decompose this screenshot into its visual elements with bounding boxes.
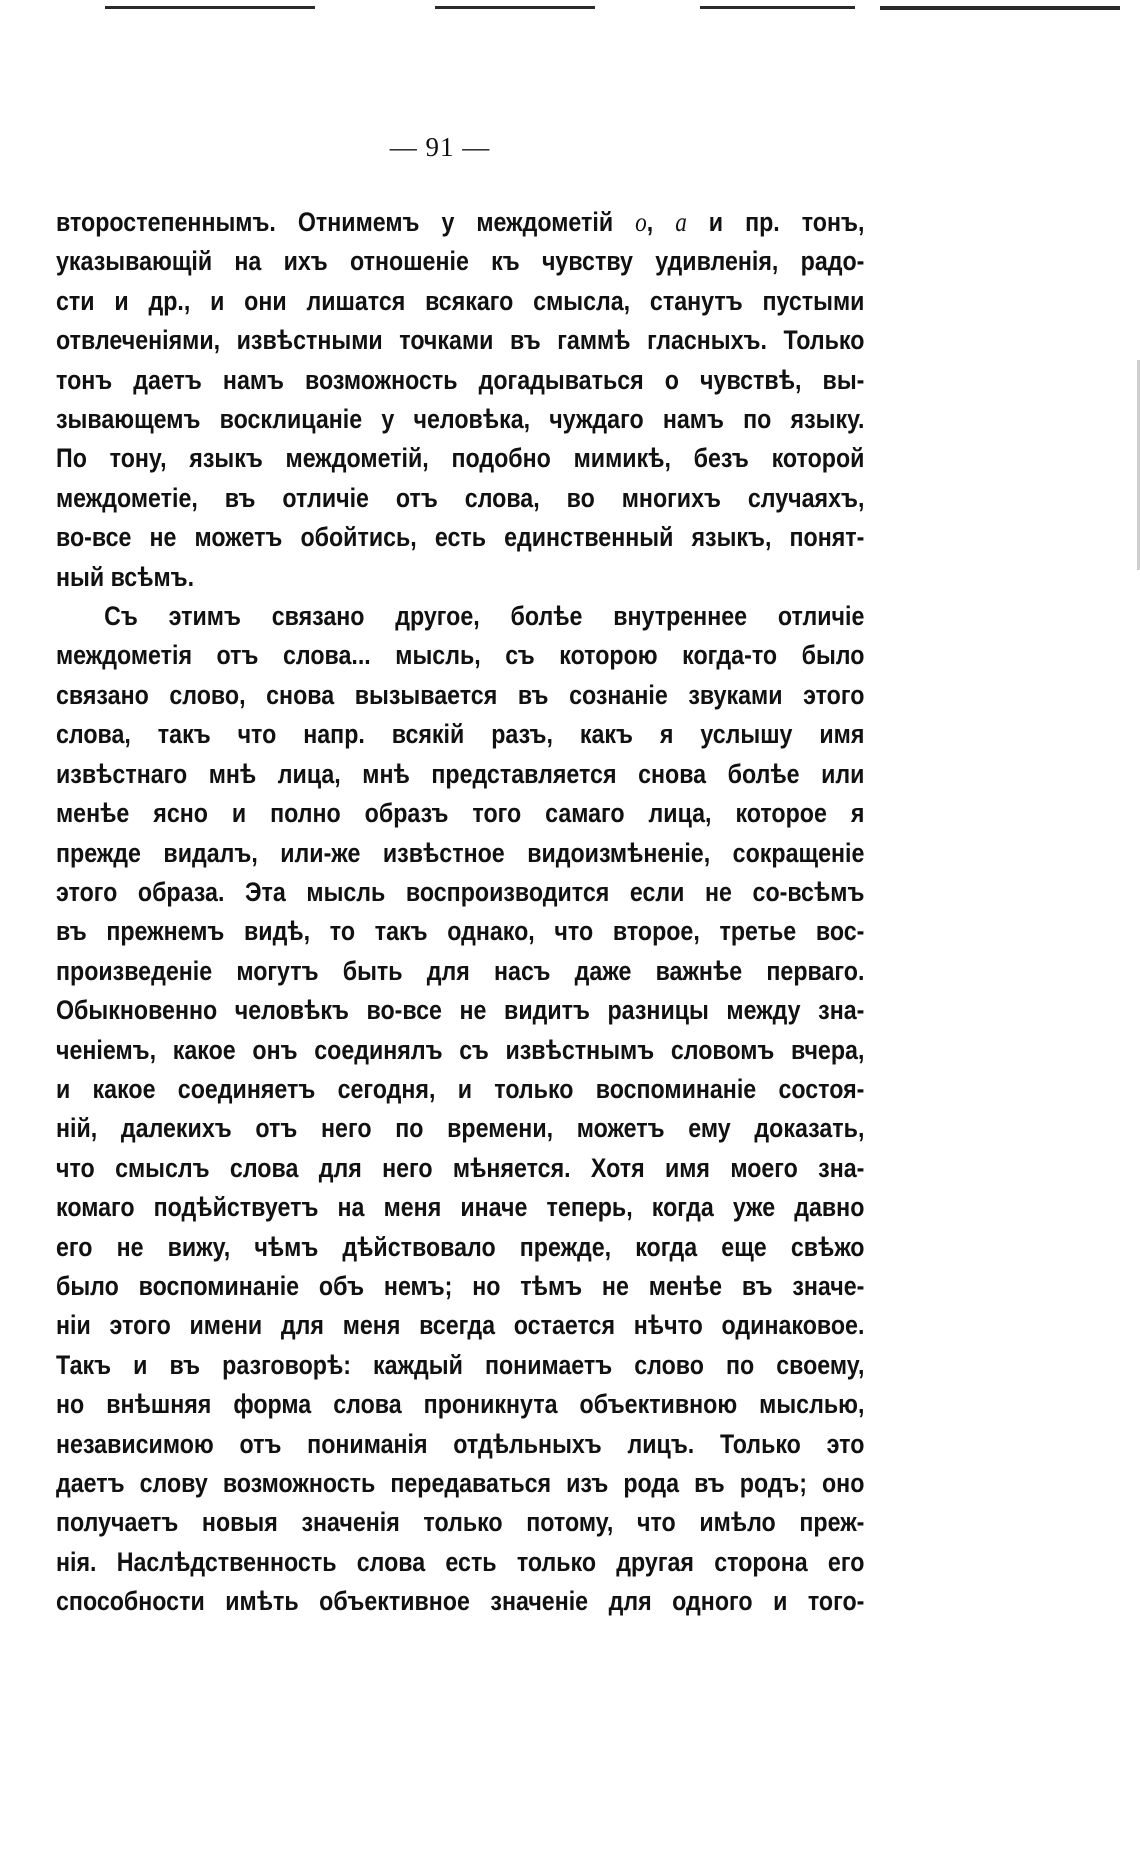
top-edge-rule: [880, 6, 1120, 10]
text-line: его не вижу, чѣмъ дѣйствовало прежде, когда еще свѣжо: [56, 1231, 865, 1262]
paragraph-2: [56, 597, 864, 1622]
text-line: способности имѣть объективное значеніе для одного и того-: [56, 1586, 865, 1617]
text-line: связано слово, снова вызывается въ сознаніе звуками этого: [56, 679, 865, 710]
text-line: извѣстнаго мнѣ лица, мнѣ представляется снова болѣе или: [56, 758, 865, 789]
text-line: комаго подѣйствуетъ на меня иначе теперь, когда уже давно: [56, 1192, 865, 1223]
text-line: даетъ слову возможность передаваться изъ рода въ родъ; оно: [56, 1468, 865, 1498]
body-text: [56, 203, 864, 1622]
text-line: сти и др., и они лишатся всякаго смысла, станутъ пустыми: [56, 285, 865, 316]
text-line: произведеніе могутъ быть для насъ даже важнѣе перваго.: [56, 955, 865, 986]
page-number: — 91 —: [389, 132, 491, 162]
text-line: слова, такъ что напр. всякій разъ, какъ я услышу имя: [56, 719, 865, 750]
text-line: междометіе, въ отличіе отъ слова, во многихъ случаяхъ,: [56, 482, 865, 513]
text-line: менѣе ясно и полно образъ того самаго лица, которое я: [56, 798, 865, 829]
text-line: Съ этимъ связано другое, болѣе внутреннее отличіе: [104, 601, 865, 632]
text-line: прежде видалъ, или-же извѣстное видоизмѣненіе, сокращеніе: [56, 837, 865, 868]
text-line: ніи этого имени для меня всегда остается нѣчто одинаковое.: [56, 1310, 865, 1341]
italic-letter: а: [675, 207, 687, 237]
top-edge-rule: [700, 6, 855, 9]
top-edge-rule: [435, 6, 595, 9]
text-line: этого образа. Эта мысль воспроизводится если не со-всѣмъ: [56, 876, 865, 907]
text-line: получаетъ новыя значенія только потому, что имѣло преж-: [56, 1507, 865, 1538]
italic-letter: о: [635, 207, 647, 237]
text-line: въ прежнемъ видѣ, то такъ однако, что второе, третье вос-: [56, 916, 865, 947]
paragraph-1: [56, 203, 864, 597]
text-line: было воспоминаніе объ немъ; но тѣмъ не менѣе въ значе-: [56, 1270, 865, 1301]
text-line: тонъ даетъ намъ возможность догадываться о чувствѣ, вы-: [56, 364, 865, 395]
text-line: ный всѣмъ.: [56, 561, 195, 592]
text-line: и какое соединяетъ сегодня, и только воспоминаніе состоя-: [56, 1073, 865, 1104]
top-edge-rule: [105, 6, 315, 9]
text-line: что смыслъ слова для него мѣняется. Хотя имя моего зна-: [56, 1152, 865, 1183]
text-line: нія. Наслѣдственность слова есть только другая сторона его: [56, 1546, 865, 1577]
text-line: зывающемъ восклицаніе у человѣка, чуждаго намъ по языку.: [56, 404, 865, 435]
text-line: отвлеченіями, извѣстными точками въ гаммѣ гласныхъ. Только: [56, 325, 865, 356]
text-line: Такъ и въ разговорѣ: каждый понимаетъ слово по своему,: [56, 1349, 865, 1380]
text-line: указывающій на ихъ отношеніе къ чувству удивленія, радо-: [56, 246, 865, 277]
text-line: Обыкновенно человѣкъ во-все не видитъ разницы между зна-: [56, 995, 865, 1026]
text-line: ченіемъ, какое онъ соединялъ съ извѣстнымъ словомъ вчера,: [56, 1034, 865, 1065]
text-line: второстепеннымъ. Отнимемъ у междометій о, а и пр. тонъ,: [56, 207, 865, 237]
text-line: во-все не можетъ обойтись, есть единственный языкъ, понят-: [56, 522, 865, 553]
text-line: но внѣшняя форма слова проникнута объективною мыслью,: [56, 1389, 865, 1420]
text-line: независимою отъ пониманія отдѣльныхъ лицъ. Только это: [56, 1428, 865, 1459]
text-line: междометія отъ слова... мысль, съ которою когда-то было: [56, 640, 865, 671]
text-line: По тону, языкъ междометій, подобно мимикѣ, безъ которой: [56, 443, 865, 474]
text-line: ній, далекихъ отъ него по времени, можетъ ему доказать,: [56, 1113, 865, 1144]
